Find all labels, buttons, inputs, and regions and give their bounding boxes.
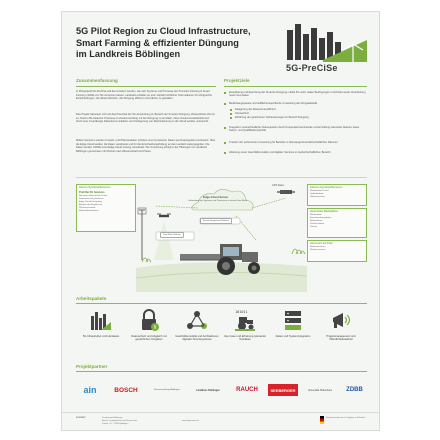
workpackages-row [76,308,367,354]
svg-text:101011: 101011 [235,310,248,314]
poster-title [76,26,286,61]
server-icon [281,308,305,332]
workpackage-item [76,308,126,338]
workpackage-label: Projektmanagement und Öffentlichkeitsarbeit [326,335,356,342]
internal-systems-box [76,184,136,232]
precise-service-item: Analyse der Ergebnisse [79,204,103,206]
goal-item: Transfer der technischen Umsetzung für Betriebe in überwiegend landwirtschaftlichen Räumen [224,141,367,144]
goal-item: Steigerung der Ressourceneffizienz [230,108,367,111]
system-diagram [76,180,367,292]
footer-funder: Bundesministerium für Digitales und Verkehr [326,417,366,419]
partner-logo-kreis: Kreisverwaltung Böblingen [154,389,180,391]
workpackage-label: Use Case und Erhebung relevanter Testdaten [223,335,267,342]
field-sensor-item: Wettersensoren [310,249,326,251]
external-service-item: Geländedaten [310,193,324,195]
workpackage-label: Geschäftsmodelle und Architekturen digitaler Servicesysteme [175,335,219,342]
title-line-1: 5G Pilot Region zu Cloud Infrastructure, [76,26,251,36]
open-data-title: Open Data Marktplätze [310,210,338,213]
goals-heading: Projektziele [224,78,250,83]
summary-heading: Zusammenfassung [76,78,118,83]
precise-service-item: Datenerfassung Drohnen [79,198,104,200]
workpackage-item [220,308,270,342]
precise-service-item: Edge-Cloud-Computing [79,201,102,203]
svg-text:§: § [153,325,157,331]
precise-services-title: PreCiSe 5G Services [79,191,105,194]
federal-flag-icon [320,416,324,424]
open-data-item: Partner [310,226,318,228]
partners-divider [76,371,367,372]
partner-logos [76,380,367,400]
sensor-platform-pill: Sensor-Integrations-Plattform [200,218,232,224]
workpackage-item [316,308,366,342]
goal-item: Entwicklung und Erprobung der Smarten Düngung mittels 5G unter realen Bedingungen in Echtzeit sowie Verarbeitung neuer Geo-Daten [224,91,367,98]
title-line-3: im Landkreis Böblingen [76,49,181,59]
diagram-divider [76,177,367,178]
partner-logo-bosch: BOSCH [114,386,138,394]
goal-item: Klimaschutz [230,112,367,115]
precise-service-item: Pflanzenzustand [79,207,96,209]
goals-divider [224,86,367,87]
partner-logo-rauch: RAUCH [236,387,258,393]
data-mesh-pill: Data Mesh Platform [160,232,184,238]
workpackage-item [124,308,174,342]
open-data-item: Verkehrsdaten [310,223,325,225]
goal-item: Ableitung neuer Geschäftsmodelle und digitaler Services im landwirtschaftlichen Bereich [224,151,367,154]
gps-label: GPS Daten [272,184,285,187]
internal-systems-title: Interne Systeme/Services [79,186,111,189]
partners-heading: Projektpartner [76,364,108,369]
field-sensor-item: Bodensensoren [310,246,326,248]
edge-cloud-subtitle: Verbindung der Systeme und Prozessen in einem Data Mesh [188,200,248,202]
open-data-item: Bodenkarten [310,220,323,222]
footer-contact: KONTAKT [76,417,86,419]
precise-service-item: Sensoren überwachen Daten [79,195,108,197]
open-data-item: Fernerkundungsdaten [310,217,332,219]
field-sensors-box [307,240,367,262]
goal-item: Erhöhung der gesicherten Verbesserungen im Bereich Düngung [230,116,367,119]
poster [61,11,380,431]
summary-paragraph-2: Das Projekt fokussiert sich auf das Potenzial der 5G-Anwendung im Bereich der Smarten Düngung. Wesentliches Ziel ist es, Nutzen 5G-basierter Prozesse im Zusammenhang mit der Düngung zu ermitteln. Neue Zusammenarbeitsformen durch eine zuverlässige Datenkommunikation und Verlagerung von Rechenleistung in die Cloud werden untersucht. [76,113,215,124]
external-service-item: Pflanzenschutz [310,196,325,198]
partner-logo-seeberger: SEEBERGER [268,384,298,396]
partner-logo-hohenheim: Universität Hohenheim [307,388,333,392]
footer-address: Parkstr. 16 · 71034 Böblingen [102,423,129,425]
logo-text: 5G-PreCiSe [286,63,338,73]
workpackage-label: 5G Infrastruktur und Hardware [82,335,120,338]
precise-service-item: Bodeninformationen [79,210,99,212]
workpackage-label: Datenschutz und Abgleich mit gesetzlichen Vorgaben [131,335,167,342]
open-data-box [307,208,367,238]
workpackage-label: Daten und Systemintegration [275,335,311,338]
edge-cloud-title: Edge-Cloud Server [203,195,229,199]
footer-web: www.5g-precise.de [182,420,199,422]
partner-logo-landkreis: Landkreis Böblingen [196,388,220,392]
open-data-item: Wetterdaten [310,214,322,216]
poster-footer [62,412,380,431]
goal-item: Integration unterschiedlicher Datenquellen durch Kooperationsnetzwerke und Ermittlung relevanter Akteure sowie Nutzer- und Qualifikationsprofile [224,126,367,133]
summary-divider [76,86,216,87]
workpackage-item [172,308,222,342]
footer-dept: Amt für Landwirtschaft und Naturschutz [102,420,138,422]
field-sensors-title: Sensoren am Feld [310,242,333,245]
workpackages-divider [76,303,367,304]
antenna-bars-icon [89,308,113,332]
goal-item: Bedarfsangepasste und teilflächenspezifische Umsetzung der Düngeaktivität [224,102,367,105]
footer-org: Landratsamt Böblingen [102,417,123,419]
summary-paragraph-3: Mittels Sensoren werden Umwelt- und Pflanzendaten erhoben und mit weiteren Daten aus Datenquellen kombiniert. Über die Edge-Cloud werden die Daten verarbeitet und für die Entscheidungsfindung an den Landwirt weitergegeben. Die Daten werden mithilfe einer Edge-Cloud Lösung verarbeitet. Die Umsetzung erfolgt in der Pilotregion im Landkreis Böblingen gemeinsam mit Partnern aus Wissenschaft und Praxis. [76,139,216,153]
workpackages-heading: Arbeitspakete [76,296,107,301]
megaphone-icon [329,308,353,332]
external-systems-box [307,184,367,206]
title-line-2: Smart Farming & effizienter Düngung [76,37,239,48]
partner-logo-zdbb: ZDBB [346,387,363,393]
summary-paragraph-1: In Pilotprojekt 5G-PreCiSe soll demonstriert werden, wie sich Systeme und Prozesse der Precision Farming & Smart Farming mithilfe von 5G vernetzen lassen. Landwirte erhalten so eine Vielzahl nützlicher Informationen für erfolgreiche Entscheidungen, die darauf abzielen, die Düngung effizient und präzise zu gestalten. [76,90,212,101]
external-service-item: Wetterdaten-Portal [310,190,329,192]
network-icon [185,308,209,332]
padlock-icon [137,308,161,332]
tractor-data-icon [233,308,257,332]
workpackage-item [268,308,318,338]
external-systems-title: Externe Systeme/Services [310,186,343,189]
partner-logo-ain: ain [83,385,97,395]
